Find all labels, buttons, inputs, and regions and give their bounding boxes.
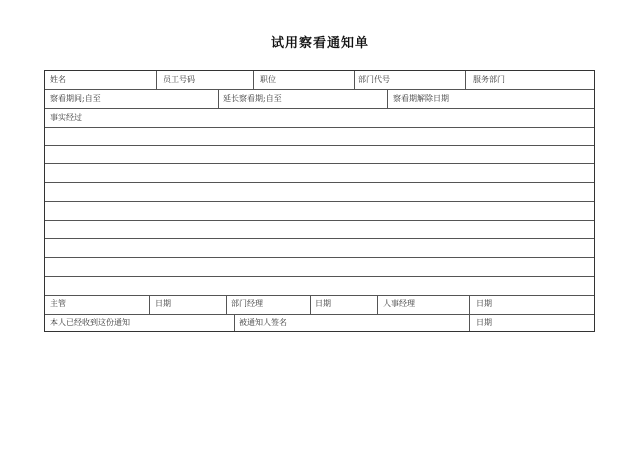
name-label: 姓名 [50,75,66,84]
row-divider [45,295,594,296]
col-divider [218,89,219,108]
col-divider [310,295,311,314]
notice-form [44,70,595,332]
extended-period-label: 延长察看期;自至 [223,94,282,103]
row-divider [45,182,594,183]
row-divider [45,201,594,202]
col-divider [469,314,470,331]
service-dept-label: 服务部门 [473,75,505,84]
hr-manager-label: 人事经理 [383,299,415,308]
hr-manager-date-label: 日期 [476,299,492,308]
employee-no-label: 员工号码 [163,75,195,84]
release-date-label: 察看期解除日期 [393,94,449,103]
col-divider [253,71,254,89]
col-divider [234,314,235,331]
row-divider [45,127,594,128]
col-divider [354,71,355,89]
col-divider [387,89,388,108]
row-divider [45,276,594,277]
dept-manager-label: 部门经理 [231,299,263,308]
col-divider [377,295,378,314]
row-divider [45,220,594,221]
probation-period-label: 察看期间;自至 [50,94,101,103]
col-divider [465,71,466,89]
row-divider [45,314,594,315]
signature-label: 被通知人签名 [239,318,287,327]
col-divider [149,295,150,314]
form-title: 试用察看通知单 [270,36,369,51]
row-divider [45,145,594,146]
ack-date-label: 日期 [476,318,492,327]
supervisor-date-label: 日期 [155,299,171,308]
dept-manager-date-label: 日期 [315,299,331,308]
col-divider [156,71,157,89]
col-divider [226,295,227,314]
received-notice-label: 本人已经收到这份通知 [50,318,130,327]
facts-label: 事实经过 [50,113,82,122]
row-divider [45,257,594,258]
row-divider [45,163,594,164]
row-divider [45,108,594,109]
row-divider [45,238,594,239]
position-label: 职位 [260,75,276,84]
supervisor-label: 主管 [50,299,66,308]
row-divider [45,89,594,90]
col-divider [469,295,470,314]
dept-code-label: 部门代号 [358,75,390,84]
